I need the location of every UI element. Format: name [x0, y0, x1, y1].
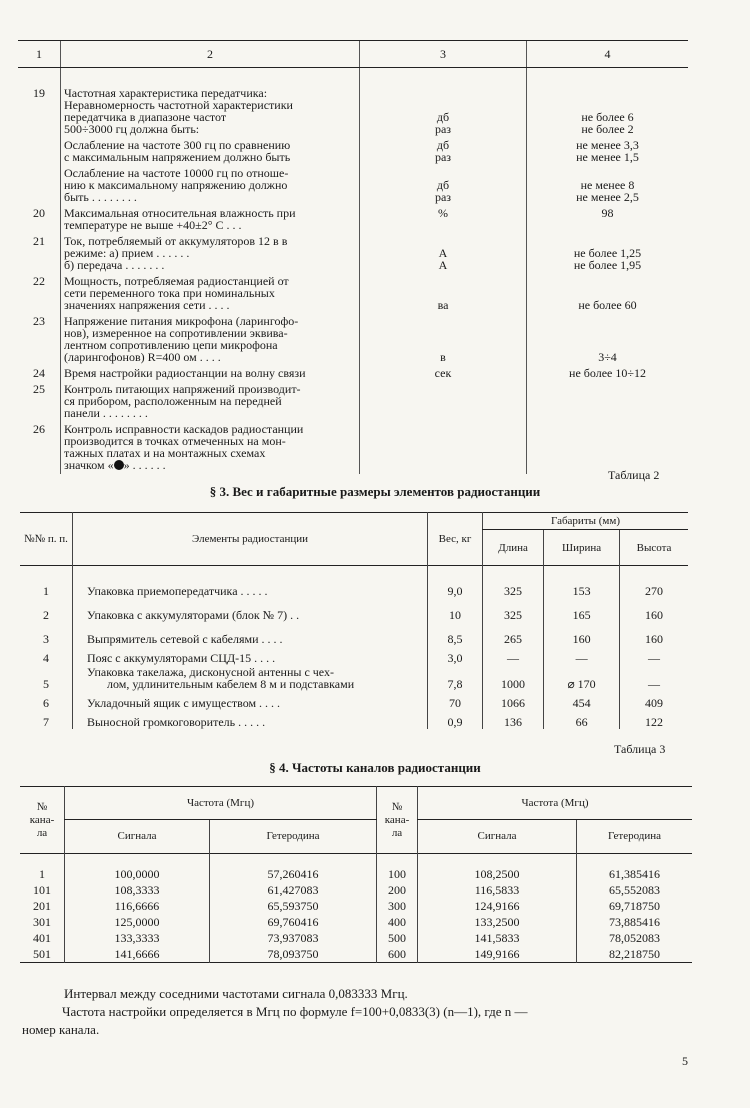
row-number: [18, 166, 61, 206]
unit-line: [363, 447, 523, 459]
row-number: 25: [33, 382, 45, 396]
header-channel-left: № кана- ла: [29, 800, 55, 839]
row-unit: [360, 86, 527, 138]
unit-line: [363, 459, 523, 471]
value-line: 3÷4: [598, 350, 617, 364]
header-length: Длина: [483, 530, 544, 566]
value-line: [530, 315, 685, 327]
channel-frequencies-table: [20, 786, 692, 965]
description-text: Время настройки радиостанции на волну связи: [64, 366, 306, 380]
description-text: Контроль исправности каскадов радиостанции: [64, 422, 304, 436]
header-col-4: 4: [527, 41, 689, 68]
signal-freq: 108,3333: [65, 882, 210, 898]
row-number: 20: [33, 206, 45, 220]
description-text: нов), измеренное на сопротивлении эквива-: [64, 326, 288, 340]
row-value: [527, 422, 689, 474]
formula-line-1: Частота настройки определяется в Мгц по формуле f=100+0,0833(3) (n—1), где n —: [62, 1004, 528, 1019]
width-cell: 454: [544, 691, 620, 710]
row-value: [527, 206, 689, 234]
heterodyne-freq: 65,593750: [210, 898, 377, 914]
row-unit: [360, 206, 527, 234]
signal-freq: 125,0000: [65, 914, 210, 930]
length-cell: 136: [483, 710, 544, 729]
row-description: [61, 86, 360, 138]
value-line: [530, 219, 685, 231]
table-row: [20, 866, 692, 882]
row-number: 5: [43, 677, 49, 691]
heterodyne-freq: 69,718750: [577, 898, 693, 914]
element-name-line: Выпрямитель сетевой с кабелями . . . .: [87, 632, 283, 646]
value-line: не менее 2,5: [576, 190, 639, 204]
weights-dimensions-table: [20, 512, 688, 729]
description-text: Ослабление на частоте 300 гц по сравнению: [64, 138, 291, 152]
row-number: 3: [43, 632, 49, 646]
table-subheader-row: [20, 820, 692, 854]
value-line: не менее 3,3: [576, 138, 639, 152]
unit-line: [363, 407, 523, 419]
weight-cell: 8,5: [428, 622, 483, 646]
description-text: лентном сопротивлению цепи микрофона: [64, 338, 278, 352]
row-value: [527, 382, 689, 422]
signal-freq: 108,2500: [418, 866, 577, 882]
value-line: [530, 383, 685, 395]
element-name-line: Укладочный ящик с имуществом . . . .: [87, 696, 281, 710]
description-text: ся прибором, расположенным на передней: [64, 394, 282, 408]
channel-number: 300: [377, 898, 418, 914]
height-cell: 160: [620, 598, 688, 622]
table-header-row: [18, 41, 688, 68]
element-name: [73, 622, 428, 646]
signal-freq: 149,9166: [418, 946, 577, 963]
channel-number: 200: [377, 882, 418, 898]
description-line: [64, 151, 356, 163]
table-row: [18, 138, 688, 166]
description-text: быть . . . . . . . .: [64, 190, 137, 204]
channel-number: 500: [377, 930, 418, 946]
header-height: Высота: [620, 530, 688, 566]
element-name: [73, 574, 428, 598]
heterodyne-freq: 57,260416: [210, 866, 377, 882]
value-line: не более 2: [581, 122, 634, 136]
formula-line-2: номер канала.: [22, 1022, 100, 1037]
description-text: Частотная характеристика передатчика:: [64, 86, 268, 100]
length-cell: 1000: [483, 665, 544, 691]
width-cell: 66: [544, 710, 620, 729]
unit-line: раз: [434, 190, 452, 204]
channel-number: 201: [33, 898, 51, 913]
row-unit: [360, 138, 527, 166]
description-suffix: » . . . . . .: [123, 458, 166, 472]
value-line: не менее 1,5: [576, 150, 639, 164]
unit-line: дб: [436, 138, 450, 152]
table-row: [18, 366, 688, 382]
description-line: [64, 367, 356, 379]
table-row: [18, 314, 688, 366]
header-dimensions: Габариты (мм): [483, 513, 689, 530]
element-name: [73, 710, 428, 729]
row-unit: [360, 366, 527, 382]
description-line: [64, 123, 356, 135]
value-line: не более 6: [581, 110, 634, 124]
description-line: [64, 299, 356, 311]
value-line: [530, 435, 685, 447]
weight-cell: 10: [428, 598, 483, 622]
length-cell: —: [483, 646, 544, 665]
length-cell: 265: [483, 622, 544, 646]
header-col-1: 1: [18, 41, 61, 68]
row-number: 4: [43, 651, 49, 665]
width-cell: 153: [544, 574, 620, 598]
signal-freq: 133,3333: [65, 930, 210, 946]
row-number: 1: [43, 584, 49, 598]
table-row: [20, 665, 688, 691]
row-number: 23: [33, 314, 45, 328]
weight-cell: 7,8: [428, 665, 483, 691]
header-signal-left: Сигнала: [65, 820, 210, 854]
row-value: [527, 274, 689, 314]
row-description: [61, 422, 360, 474]
row-number: [18, 138, 61, 166]
description-line: [64, 351, 356, 363]
table-header-row: [20, 513, 688, 530]
description-text: Мощность, потребляемая радиостанцией от: [64, 274, 289, 288]
element-name: [73, 691, 428, 710]
unit-line: [363, 315, 523, 327]
table-row: [18, 274, 688, 314]
header-het-left: Гетеродина: [210, 820, 377, 854]
row-unit: [360, 422, 527, 474]
element-name: [73, 598, 428, 622]
unit-line: [363, 395, 523, 407]
heterodyne-freq: 65,552083: [577, 882, 693, 898]
row-value: [527, 138, 689, 166]
width-cell: 165: [544, 598, 620, 622]
table-row: [20, 598, 688, 622]
table-row: [18, 166, 688, 206]
description-text: режиме: а) прием . . . . . .: [64, 246, 190, 260]
row-description: [61, 138, 360, 166]
row-description: [61, 274, 360, 314]
unit-line: А: [438, 246, 448, 260]
row-value: [527, 366, 689, 382]
heterodyne-freq: 78,052083: [577, 930, 693, 946]
row-unit: [360, 166, 527, 206]
description-line: [64, 459, 356, 471]
row-unit: [360, 314, 527, 366]
row-number: 6: [43, 696, 49, 710]
row-description: [61, 166, 360, 206]
table-3-label: Таблица 3: [614, 742, 666, 756]
row-description: [61, 206, 360, 234]
value-line: 98: [601, 206, 614, 220]
table-header-row: [20, 787, 692, 820]
table-row: [20, 882, 692, 898]
row-unit: [360, 274, 527, 314]
length-cell: 325: [483, 574, 544, 598]
table-row: [20, 710, 688, 729]
description-text: передатчика в диапазоне частот: [64, 110, 227, 124]
table-row: [18, 206, 688, 234]
description-line: [64, 407, 356, 419]
row-number: 21: [33, 234, 45, 248]
height-cell: 409: [620, 691, 688, 710]
unit-line: ва: [437, 298, 449, 312]
section-4-title: § 4. Частоты каналов радиостанции: [269, 760, 481, 775]
signal-freq: 116,5833: [418, 882, 577, 898]
table-row: [18, 234, 688, 274]
row-number: 26: [33, 422, 45, 436]
header-width: Ширина: [544, 530, 620, 566]
channel-number: 400: [377, 914, 418, 930]
unit-line: [363, 275, 523, 287]
weight-cell: 70: [428, 691, 483, 710]
header-col-3: 3: [360, 41, 527, 68]
element-name-line: Выносной громкоговоритель . . . . .: [87, 715, 266, 729]
interval-note: Интервал между соседними частотами сигнала 0,083333 Мгц.: [64, 986, 408, 1001]
heterodyne-freq: 73,885416: [577, 914, 693, 930]
value-line: [530, 423, 685, 435]
height-cell: —: [620, 665, 688, 691]
description-text: с максимальным напряжением должно быть: [64, 150, 291, 164]
width-cell: ⌀ 170: [544, 665, 620, 691]
value-line: не более 1,95: [573, 258, 642, 272]
description-text: (ларингофонов) R=400 ом . . . .: [64, 350, 221, 364]
unit-line: %: [438, 206, 448, 220]
row-number: 7: [43, 715, 49, 729]
unit-line: [363, 435, 523, 447]
unit-line: А: [438, 258, 448, 272]
value-line: не менее 8: [580, 178, 635, 192]
unit-line: сек: [434, 366, 452, 380]
height-cell: —: [620, 646, 688, 665]
signal-freq: 141,6666: [65, 946, 210, 963]
heterodyne-freq: 78,093750: [210, 946, 377, 963]
row-value: [527, 166, 689, 206]
table-row: [20, 622, 688, 646]
value-line: [530, 395, 685, 407]
element-name-line: Упаковка с аккумуляторами (блок № 7) . .: [87, 608, 300, 622]
row-description: [61, 382, 360, 422]
row-description: [61, 234, 360, 274]
description-text: 500÷3000 гц должна быть:: [64, 122, 200, 136]
table-row: [20, 930, 692, 946]
element-name-line: лом, удлинительным кабелем 8 м и подставками: [107, 677, 355, 691]
length-cell: 1066: [483, 691, 544, 710]
description-line: [64, 259, 356, 271]
signal-freq: 124,9166: [418, 898, 577, 914]
header-het-right: Гетеродина: [577, 820, 693, 854]
value-line: [530, 447, 685, 459]
parameters-table: [18, 40, 688, 474]
heterodyne-freq: 61,385416: [577, 866, 693, 882]
unit-line: раз: [434, 150, 452, 164]
row-value: [527, 314, 689, 366]
heterodyne-freq: 82,218750: [577, 946, 693, 963]
table-row: [20, 574, 688, 598]
signal-freq: 116,6666: [65, 898, 210, 914]
channel-number: 301: [33, 914, 51, 929]
black-dot-marker-icon: [114, 460, 124, 470]
unit-line: раз: [434, 122, 452, 136]
value-line: не более 10÷12: [569, 366, 646, 380]
element-name-line: Упаковка приемопередатчика . . . . .: [87, 584, 268, 598]
description-text: тажных платах и на монтажных схемах: [64, 446, 266, 460]
value-line: не более 1,25: [573, 246, 642, 260]
description-text: значком «: [64, 458, 114, 472]
row-number: 22: [33, 274, 45, 288]
description-text: нию к максимальному напряжению должно: [64, 178, 288, 192]
channel-number: 401: [33, 930, 51, 945]
row-unit: [360, 234, 527, 274]
description-line: [64, 191, 356, 203]
table-row: [20, 691, 688, 710]
description-text: производится в точках отмеченных на мон-: [64, 434, 286, 448]
unit-line: в: [440, 350, 446, 364]
row-number: 24: [33, 366, 45, 380]
row-description: [61, 314, 360, 366]
description-text: панели . . . . . . . .: [64, 406, 148, 420]
unit-line: [363, 87, 523, 99]
table-row: [18, 86, 688, 138]
signal-freq: 133,2500: [418, 914, 577, 930]
table-row: [20, 914, 692, 930]
element-name: [73, 665, 428, 691]
header-signal-right: Сигнала: [418, 820, 577, 854]
weight-cell: 9,0: [428, 574, 483, 598]
description-line: [64, 219, 356, 231]
table-2-label: Таблица 2: [608, 468, 660, 482]
weight-cell: 3,0: [428, 646, 483, 665]
table-row: [20, 946, 692, 963]
length-cell: 325: [483, 598, 544, 622]
description-text: Контроль питающих напряжений производит-: [64, 382, 301, 396]
heterodyne-freq: 61,427083: [210, 882, 377, 898]
description-text: значениях напряжения сети . . . .: [64, 298, 230, 312]
header-channel-right: № кана- ла: [377, 787, 418, 854]
table-row: [20, 646, 688, 665]
section-3-title: § 3. Вес и габаритные размеры элементов радиостанции: [209, 484, 541, 499]
header-weight: Вес, кг: [428, 513, 483, 566]
height-cell: 160: [620, 622, 688, 646]
row-value: [527, 86, 689, 138]
height-cell: 270: [620, 574, 688, 598]
header-elements: Элементы радиостанции: [73, 513, 428, 566]
channel-number: 101: [33, 882, 51, 897]
header-freq-left: Частота (Мгц): [65, 787, 377, 820]
channel-number: 1: [39, 866, 45, 881]
unit-line: дб: [436, 178, 450, 192]
signal-freq: 100,0000: [65, 866, 210, 882]
row-description: [61, 366, 360, 382]
channel-number: 600: [377, 946, 418, 963]
heterodyne-freq: 69,760416: [210, 914, 377, 930]
element-name-line: Пояс с аккумуляторами СЦД-15 . . . .: [87, 651, 276, 665]
unit-line: [363, 327, 523, 339]
description-text: б) передача . . . . . . .: [64, 258, 165, 272]
row-number: 19: [33, 86, 45, 100]
width-cell: 160: [544, 622, 620, 646]
table-row: [20, 898, 692, 914]
value-line: [530, 407, 685, 419]
channel-number: 501: [33, 946, 51, 961]
height-cell: 122: [620, 710, 688, 729]
width-cell: —: [544, 646, 620, 665]
page-number: 5: [682, 1054, 688, 1068]
row-value: [527, 234, 689, 274]
value-line: [530, 87, 685, 99]
signal-freq: 141,5833: [418, 930, 577, 946]
unit-line: дб: [436, 110, 450, 124]
description-text: сети переменного тока при номинальных: [64, 286, 275, 300]
row-number: 2: [43, 608, 49, 622]
value-line: не более 60: [578, 298, 637, 312]
description-text: Неравномерность частотной характеристики: [64, 98, 293, 112]
table-row: [18, 382, 688, 422]
header-col-2: 2: [61, 41, 360, 68]
unit-line: [363, 383, 523, 395]
value-line: [530, 275, 685, 287]
unit-line: [363, 423, 523, 435]
description-text: Максимальная относительная влажность при: [64, 206, 296, 220]
header-freq-right: Частота (Мгц): [418, 787, 693, 820]
row-unit: [360, 382, 527, 422]
element-name: [73, 646, 428, 665]
description-text: Напряжение питания микрофона (ларингофо-: [64, 314, 299, 328]
channel-number: 100: [377, 866, 418, 882]
heterodyne-freq: 73,937083: [210, 930, 377, 946]
element-name-line: Упаковка такелажа, дисконусной антенны с чех-: [87, 665, 334, 679]
weight-cell: 0,9: [428, 710, 483, 729]
header-num: №№ п. п.: [24, 533, 68, 545]
description-text: Ток, потребляемый от аккумуляторов 12 в в: [64, 234, 288, 248]
unit-line: [363, 219, 523, 231]
value-line: [530, 327, 685, 339]
description-text: температуре не выше +40±2° С . . .: [64, 218, 242, 232]
table-row: [18, 422, 688, 474]
description-text: Ослабление на частоте 10000 гц по отноше-: [64, 166, 289, 180]
